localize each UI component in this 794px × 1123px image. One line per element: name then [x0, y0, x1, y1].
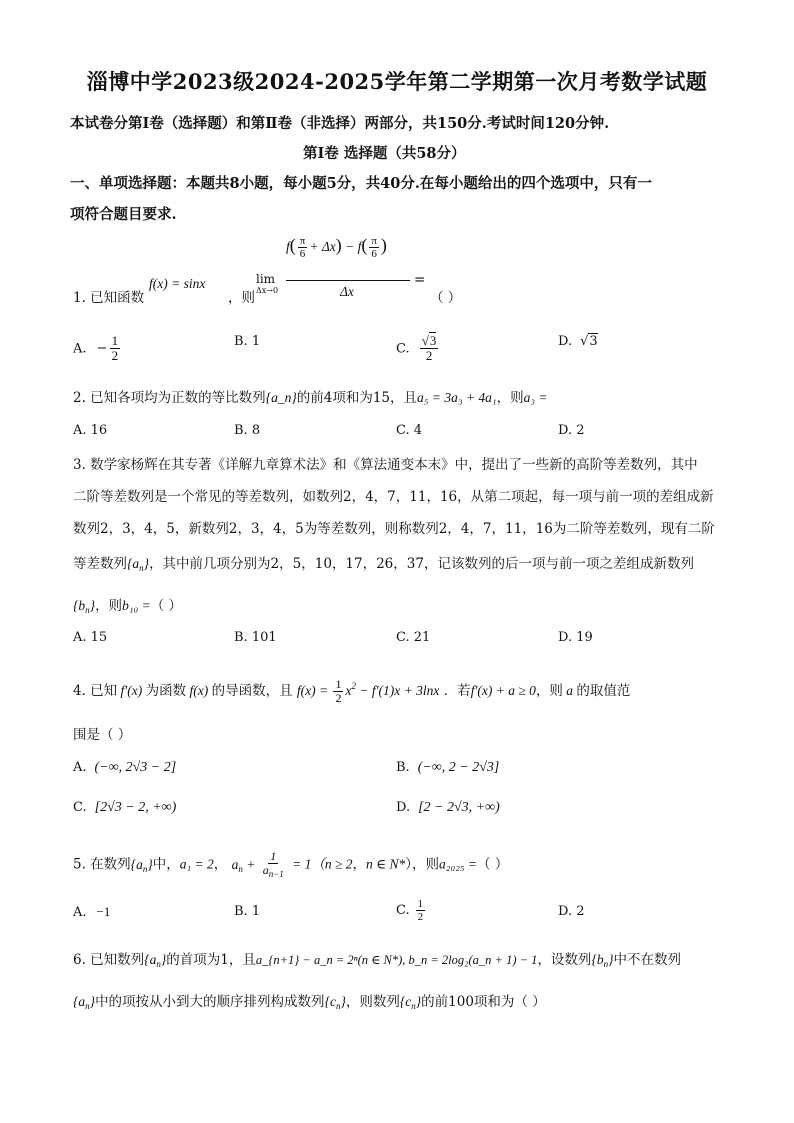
q1-option-d: D. √3: [558, 334, 598, 349]
q5-option-c: C. $\frac{1}{2}$: [396, 898, 424, 924]
q2-option-c: C. 4: [396, 423, 423, 438]
q6-line1: 6. 已知数列$\{a_n\}$的首项为1，且a_{n+1} − a_n = 2ⁿ(n ∈ N*), b_n = 2log₂(a_n + 1) − 1，设数列$\{b_n\}$中不在数列: [73, 952, 681, 969]
part1-heading: 第Ⅰ卷 选择题（共58分）: [303, 145, 466, 162]
q1-numerator: f( $\frac{\pi}{6}$ + Δx) − f( $\frac{\pi}{6}$ ): [286, 235, 387, 261]
q2-stem: 2. 已知各项均为正数的等比数列{a_n}的前4项和为15，且a₅ = 3a₃ + 4a₁，则a₃ =: [73, 390, 548, 406]
q4-option-d: D. [2 − 2√3, +∞): [396, 800, 500, 815]
q3-line4: 等差数列$\{a_n\}$，其中前几项分别为2，5，10，17，26，37，记该数列的后一项与前一项之差组成新数列: [73, 556, 694, 573]
q4-line1: 4. 已知 f′(x) 为函数 f(x) 的导函数，且 f(x) = $\frac{1}{2}$ $x^2 - f'(1)x + 3\ln x$ ．若f′(x) + a ≥ 0，则 a 的取值范: [73, 677, 631, 706]
section1-instruction-line2: 项符合题目要求.: [70, 206, 177, 223]
q3-option-c: C. 21: [396, 630, 431, 645]
q1-option-b: B. 1: [234, 334, 261, 349]
q2-option-d: D. 2: [558, 423, 585, 438]
q5-stem: 5. 在数列$\{a_n\}$中，a₁ = 2， $a_n$ + $\frac{1}{a_{n-1}}$ = 1（n ≥ 2，n ∈ N*），则a₂₀₂₅ =（ ）: [73, 849, 509, 880]
q4-option-b: B. (−∞, 2 − 2√3]: [396, 760, 500, 775]
q1-function: f(x) = sinx: [149, 276, 206, 291]
q3-option-d: D. 19: [558, 630, 593, 645]
q1-lim-sub: Δx→0: [256, 286, 279, 295]
page-title: 淄博中学2023级2024-2025学年第二学期第一次月考数学试题: [86, 69, 708, 94]
q3-line2: 二阶等差数列是一个常见的等差数列，如数列2，4，7，11，16，从第二项起，每一项与前一项的差组成新: [73, 489, 714, 505]
section1-instruction-line1: 一、单项选择题：本题共8小题，每小题5分，共40分.在每小题给出的四个选项中，只有一: [70, 175, 652, 192]
q1-denominator: Δx: [340, 284, 354, 299]
q1-prefix: 1. 已知函数: [73, 290, 145, 306]
q1-option-a: A. − $\frac{1}{2}$: [73, 333, 119, 364]
q3-line3: 数列2，3，4，5，新数列2，3，4，5为等差数列，则称数列2，4，7，11，16为二阶等差数列，现有二阶: [73, 521, 715, 537]
q1-option-c: C. $\frac{√3}{2}$: [396, 333, 437, 364]
q4-option-a: A. (−∞, 2√3 − 2]: [73, 760, 177, 775]
q3-option-a: A. 15: [73, 630, 108, 645]
q1-lim: lim: [256, 272, 276, 286]
q5-option-b: B. 1: [234, 904, 261, 919]
q1-equals: =: [414, 272, 426, 288]
q1-fraction-bar: [286, 280, 410, 281]
q4-option-c: C. [2√3 − 2, +∞): [73, 800, 177, 815]
q3-line1: 3. 数学家杨辉在其专著《详解九章算术法》和《算法通变本末》中，提出了一些新的高阶等差数列，其中: [73, 457, 698, 473]
q5-option-d: D. 2: [558, 904, 585, 919]
q3-line5: $\{b_n\}$，则b₁₀ =（ ）: [73, 598, 182, 615]
q5-option-a: A. −1: [73, 904, 111, 920]
q2-option-b: B. 8: [234, 423, 261, 438]
q4-line2: 围是（ ）: [73, 727, 132, 743]
q6-line2: $\{a_n\}$中的项按从小到大的顺序排列构成数列$\{c_n\}$，则数列$\{c_n\}$的前100项和为（ ）: [73, 994, 546, 1011]
q1-answer-paren: （ ）: [430, 290, 462, 306]
exam-intro: 本试卷分第Ⅰ卷（选择题）和第Ⅱ卷（非选择）两部分，共150分.考试时间120分钟.: [70, 115, 610, 132]
q2-option-a: A. 16: [73, 423, 108, 438]
q3-option-b: B. 101: [234, 630, 277, 645]
q1-then: ，则: [228, 290, 255, 306]
